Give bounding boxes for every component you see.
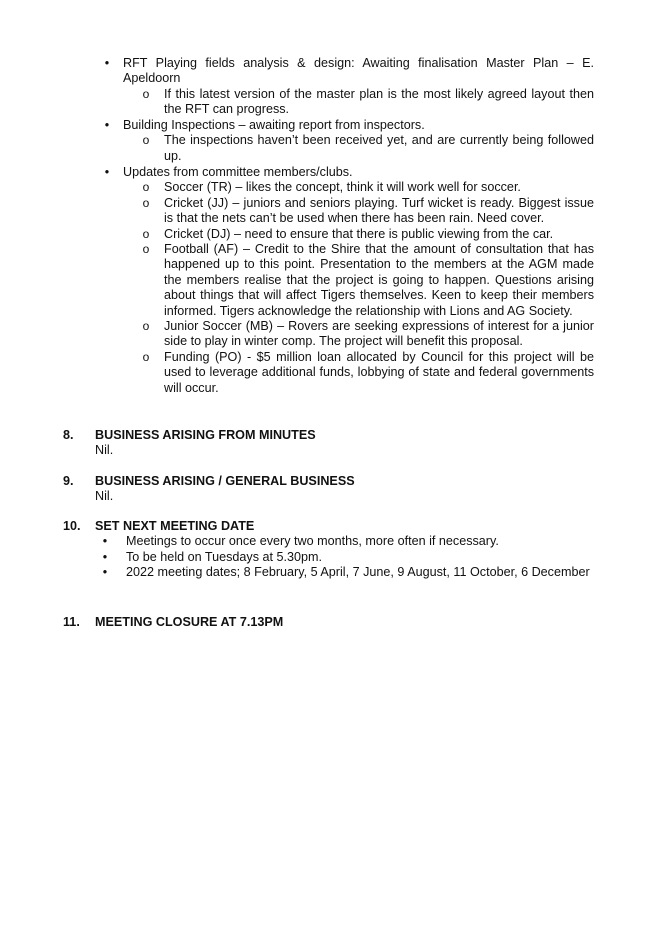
sub-bullet-icon: o bbox=[142, 180, 150, 195]
sub-bullet-icon: o bbox=[142, 133, 150, 148]
section-11 bbox=[63, 615, 594, 630]
sub-bullet-icon: o bbox=[142, 226, 150, 241]
sub-list-item-text: Football (AF) – Credit to the Shire that the amount of consultation that has happened up to this point. Presentation to the members at the AGM made the members realise that the project is going to happen. Questions arising about things that will affect Tigers themselves. Keen to keep their members informed. Tigers acknowledge the relationship with Lions and AG Society. bbox=[164, 242, 594, 318]
section-body: Nil. bbox=[95, 489, 114, 504]
bullet-icon: • bbox=[104, 118, 110, 132]
meeting-date-list bbox=[100, 534, 594, 580]
list-item bbox=[100, 565, 594, 580]
section-8 bbox=[63, 428, 594, 459]
sub-list-item bbox=[141, 180, 594, 195]
sub-list-item-text: Junior Soccer (MB) – Rovers are seeking expressions of interest for a junior side to play in winter comp. The project will benefit this proposal. bbox=[164, 319, 594, 349]
bullet-icon: • bbox=[102, 534, 108, 549]
section-number: 8. bbox=[63, 428, 74, 442]
sub-list-item bbox=[141, 133, 594, 164]
sub-list-item bbox=[141, 227, 594, 242]
sub-bullet-icon: o bbox=[142, 242, 150, 257]
section-heading: SET NEXT MEETING DATE bbox=[95, 519, 255, 533]
list-item bbox=[100, 534, 594, 549]
sub-bullet-icon: o bbox=[142, 86, 150, 101]
list-item-text: Building Inspections – awaiting report from inspectors. bbox=[123, 118, 425, 132]
sub-bullet-icon: o bbox=[142, 195, 150, 210]
sub-list-item-text: Cricket (JJ) – juniors and seniors playing. Turf wicket is ready. Biggest issue is that the nets can’t be used when there has been rain. Need cover. bbox=[164, 195, 594, 226]
sub-bullet-icon: o bbox=[142, 349, 150, 364]
sub-list-item bbox=[141, 196, 594, 227]
list-item bbox=[100, 550, 594, 565]
bullet-icon: • bbox=[102, 565, 108, 580]
sub-list-item bbox=[141, 319, 594, 350]
sub-list-item bbox=[141, 350, 594, 396]
sub-list-item-text: The inspections haven’t been received yet, and are currently being followed up. bbox=[164, 133, 594, 163]
section-number: 11. bbox=[63, 615, 80, 629]
list-item-text: RFT Playing fields analysis & design: Awaiting finalisation Master Plan – E. Apeldoorn bbox=[123, 56, 594, 86]
section-heading: BUSINESS ARISING FROM MINUTES bbox=[95, 428, 316, 442]
list-item-text: Meetings to occur once every two months, more often if necessary. bbox=[126, 534, 499, 549]
sub-list-item-text: Cricket (DJ) – need to ensure that there is public viewing from the car. bbox=[164, 226, 554, 241]
list-item bbox=[102, 118, 594, 164]
bullet-icon: • bbox=[104, 165, 110, 179]
sub-list-item-text: Funding (PO) - $5 million loan allocated by Council for this project will be used to leverage additional funds, lobbying of state and federal governments will occur. bbox=[164, 349, 594, 395]
section-number: 9. bbox=[63, 474, 74, 488]
list-item bbox=[102, 165, 594, 396]
bullet-icon: • bbox=[102, 549, 108, 564]
sub-list-item bbox=[141, 87, 594, 118]
section-9 bbox=[63, 474, 594, 505]
sub-list-item-text: Soccer (TR) – likes the concept, think it will work well for soccer. bbox=[164, 180, 521, 195]
sub-bullet-icon: o bbox=[142, 319, 150, 334]
list-item-text: Updates from committee members/clubs. bbox=[123, 165, 353, 179]
section-heading: MEETING CLOSURE AT 7.13PM bbox=[95, 615, 284, 629]
list-item-text: 2022 meeting dates; 8 February, 5 April, 7 June, 9 August, 11 October, 6 December bbox=[126, 565, 590, 580]
bullet-icon: • bbox=[104, 56, 110, 70]
list-item bbox=[102, 56, 594, 118]
section-number: 10. bbox=[63, 519, 81, 533]
sub-list-item bbox=[141, 242, 594, 319]
section-heading: BUSINESS ARISING / GENERAL BUSINESS bbox=[95, 474, 355, 488]
section-body: Nil. bbox=[95, 443, 114, 458]
section-10 bbox=[63, 519, 594, 581]
sub-list-item-text: If this latest version of the master plan is the most likely agreed layout then the RFT can progress. bbox=[164, 86, 594, 117]
list-item-text: To be held on Tuesdays at 5.30pm. bbox=[126, 549, 323, 564]
